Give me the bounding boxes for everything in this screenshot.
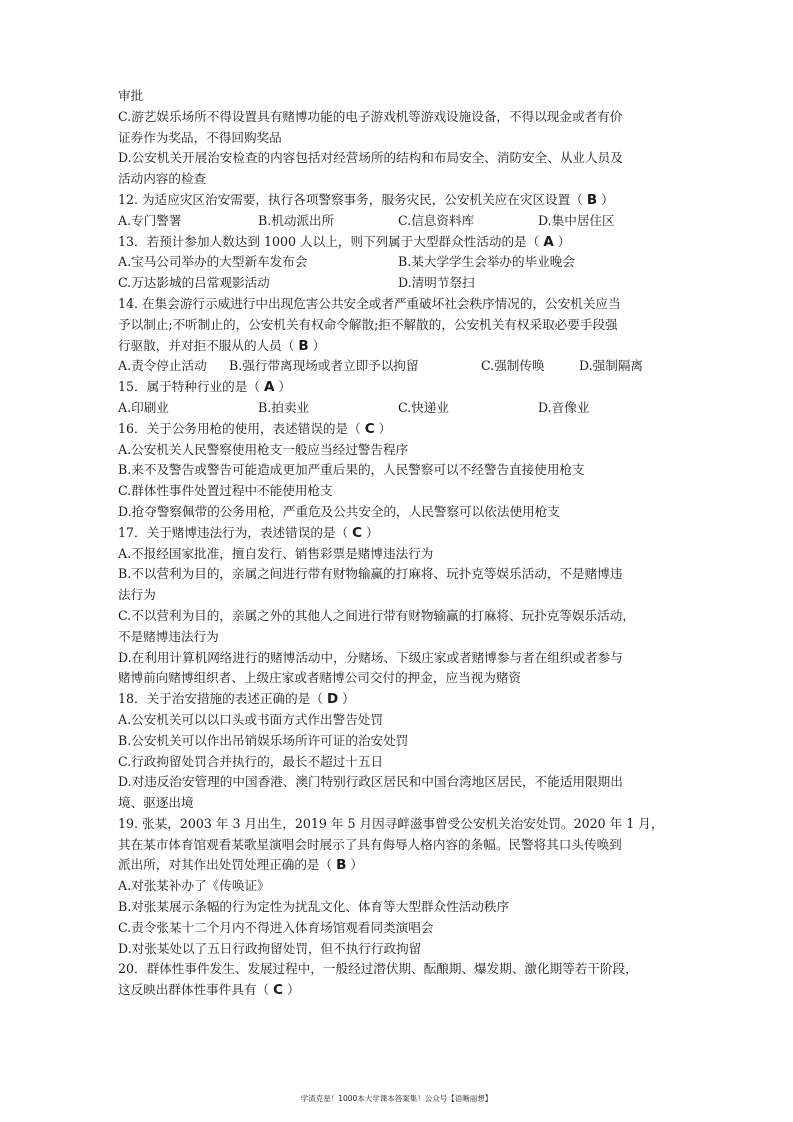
question-17-text: 17．关于赌博违法行为，表述错误的是（ (118, 524, 353, 540)
option-a: A.公安机关人民警察使用枪支一般应当经过警告程序 (118, 441, 409, 457)
question-16-close: ） (374, 420, 392, 436)
question-15-text: 15．属于特种行业的是（ (118, 379, 264, 395)
option-d: D.在利用计算机网络进行的赌博活动中，分赌场、下级庄家或者赌博参与者在组织或者参与 (118, 649, 623, 665)
option-c: C.信息资料库 (398, 212, 475, 228)
question-18-answer: D (326, 691, 339, 708)
option-d: D.集中居住区 (538, 212, 615, 228)
question-15-stem (118, 377, 678, 398)
option-c: C.快递业 (398, 399, 449, 415)
question-16-text: 16．关于公务用枪的使用，表述错误的是（ (118, 420, 365, 436)
option-c-line: C.游艺娱乐场所不得设置具有赌博功能的电子游戏机等游戏设施设备，不得以现金或者有价 (118, 108, 623, 124)
option-b: B.对张某展示条幅的行为定性为扰乱文化、体育等大型群众性活动秩序 (118, 899, 510, 915)
question-16-answer: C (364, 420, 375, 437)
option-b: B.某大学学生会举办的毕业晚会 (398, 254, 575, 270)
option-d: D.对违反治安管理的中国香港、澳门特别行政区居民和中国台湾地区居民，不能适用限期出 (118, 774, 623, 790)
option-d-continuation: 活动内容的检查 (118, 171, 207, 187)
option-c: C.群体性事件处置过程中不能使用枪支 (118, 483, 333, 499)
question-13-stem (118, 232, 678, 253)
option-b: B.机动派出所 (258, 212, 335, 228)
question-15-options (118, 398, 678, 419)
question-16-stem (118, 419, 678, 440)
question-13-text: 13．若预计参加人数达到 1000 人以上，则下列属于大型群众性活动的是（ (118, 233, 544, 249)
question-18-text: 18．关于治安措施的表述正确的是（ (118, 691, 327, 707)
question-20-answer: C (273, 982, 284, 999)
question-14-stem-line-1: 14. 在集会游行示威进行中出现危害公共安全或者严重破坏社会秩序情况的，公安机关应当 (118, 295, 621, 311)
question-17-stem (118, 523, 678, 544)
option-d-continuation: 境、驱逐出境 (118, 795, 194, 811)
question-15-answer: A (263, 379, 275, 396)
option-c: C.万达影城的吕常观影活动 (118, 275, 270, 291)
option-b: B.不以营利为目的，亲属之间进行带有财物输赢的打麻将、玩扑克等娱乐活动，不是赌博违 (118, 566, 623, 582)
question-13-options-cd (118, 273, 678, 294)
document-body (118, 86, 678, 1001)
option-a: A.责令停止活动 (118, 358, 207, 374)
option-a: A.专门警署 (118, 212, 182, 228)
question-19-close: ） (346, 857, 364, 873)
option-a: A.对张某补办了《传唤证》 (118, 878, 270, 894)
option-d: D.清明节祭扫 (398, 275, 475, 291)
question-19-stem-line-3 (118, 855, 678, 876)
question-18-stem (118, 689, 678, 710)
option-d: D.对张某处以了五日行政拘留处罚，但不执行行政拘留 (118, 940, 422, 956)
question-19-stem-line-1: 19. 张某，2003 年 3 月出生，2019 年 5 月因寻衅滋事曾受公安机关治安处罚。2020 年 1 月， (118, 815, 664, 831)
question-13-answer: A (543, 233, 554, 250)
question-14-text: 行驱散，并对拒不服从的人员（ (118, 337, 299, 353)
option-d: D.抢夺警察佩带的公务用枪，严重危及公共安全的，人民警察可以依法使用枪支 (118, 503, 560, 519)
option-a: A.印刷业 (118, 399, 169, 415)
option-c: C.责令张某十二个月内不得进入体育场馆观看同类演唱会 (118, 919, 434, 935)
option-d-line: D.公安机关开展治安检查的内容包括对经营场所的结构和布局安全、消防安全、从业人员及 (118, 150, 623, 166)
question-18-close: ） (338, 691, 355, 707)
option-a: A.不报经国家批准，擅自发行、销售彩票是赌博违法行为 (118, 545, 434, 561)
question-14-stem-line-3 (118, 336, 678, 357)
page-footer: 学渣克星！1000本大学课本答案集！公众号【语晰丽想】 (300, 1094, 493, 1103)
question-14-close: ） (308, 337, 326, 353)
option-b: B.来不及警告或警告可能造成更加严重后果的，人民警察可以不经警告直接使用枪支 (118, 462, 585, 478)
option-b: B.强行带离现场或者立即予以拘留 (229, 358, 419, 374)
question-19-stem-line-2: 其在某市体育馆观看某歌星演唱会时展示了具有侮辱人格内容的条幅。民警将其口头传唤到 (118, 836, 622, 852)
question-14-stem-line-2: 予以制止;不听制止的，公安机关有权命令解散;拒不解散的，公安机关有权采取必要手段强 (118, 316, 618, 332)
question-14-answer: B (298, 337, 309, 354)
question-13-close: ） (553, 233, 571, 249)
option-c: C.行政拘留处罚合并执行的，最长不超过十五日 (118, 753, 384, 769)
question-20-text: 这反映出群体性事件具有（ (118, 982, 274, 998)
option-c: C.不以营利为目的，亲属之外的其他人之间进行带有财物输赢的打麻将、玩扑克等娱乐活动， (118, 607, 635, 623)
option-a: A.宝马公司举办的大型新车发布会 (118, 254, 308, 270)
option-d: D.音像业 (538, 399, 590, 415)
question-12-text: 12. 为适应灾区治安需要，执行各项警察事务，服务灾民，公安机关应在灾区设置（ (118, 191, 587, 207)
option-b: B.拍卖业 (258, 399, 310, 415)
question-20-stem-line-2 (118, 980, 678, 1001)
option-c: C.强制传唤 (481, 358, 545, 374)
option-c-continuation: 不是赌博违法行为 (118, 628, 219, 644)
question-20-stem-line-1: 20．群体性事件发生、发展过程中，一般经过潜伏期、酝酿期、爆发期、激化期等若干阶段， (118, 961, 638, 977)
option-b: B.公安机关可以作出吊销娱乐场所许可证的治安处罚 (118, 732, 409, 748)
option-a: A.公安机关可以以口头或书面方式作出警告处罚 (118, 711, 383, 727)
question-15-close: ） (274, 379, 292, 395)
question-13-options-ab (118, 252, 678, 273)
question-12-stem (118, 190, 678, 211)
option-d-continuation: 赌博前向赌博组织者、上级庄家或者赌博公司交付的押金，应当视为赌资 (118, 670, 521, 686)
text-line: 审批 (118, 88, 144, 103)
question-17-answer: C (352, 524, 363, 541)
question-12-answer: B (586, 191, 598, 208)
option-d: D.强制隔离 (579, 358, 644, 374)
question-19-answer: B (336, 857, 347, 874)
question-20-close: ） (283, 982, 300, 998)
question-14-options (118, 356, 678, 377)
question-17-close: ） (362, 524, 379, 540)
option-c-continuation: 证券作为奖品，不得回购奖品 (118, 129, 282, 145)
question-19-text: 派出所，对其作出处罚处理正确的是（ (118, 857, 337, 873)
option-b-continuation: 法行为 (118, 587, 156, 603)
question-12-close: ） (597, 191, 614, 207)
question-12-options (118, 211, 678, 232)
